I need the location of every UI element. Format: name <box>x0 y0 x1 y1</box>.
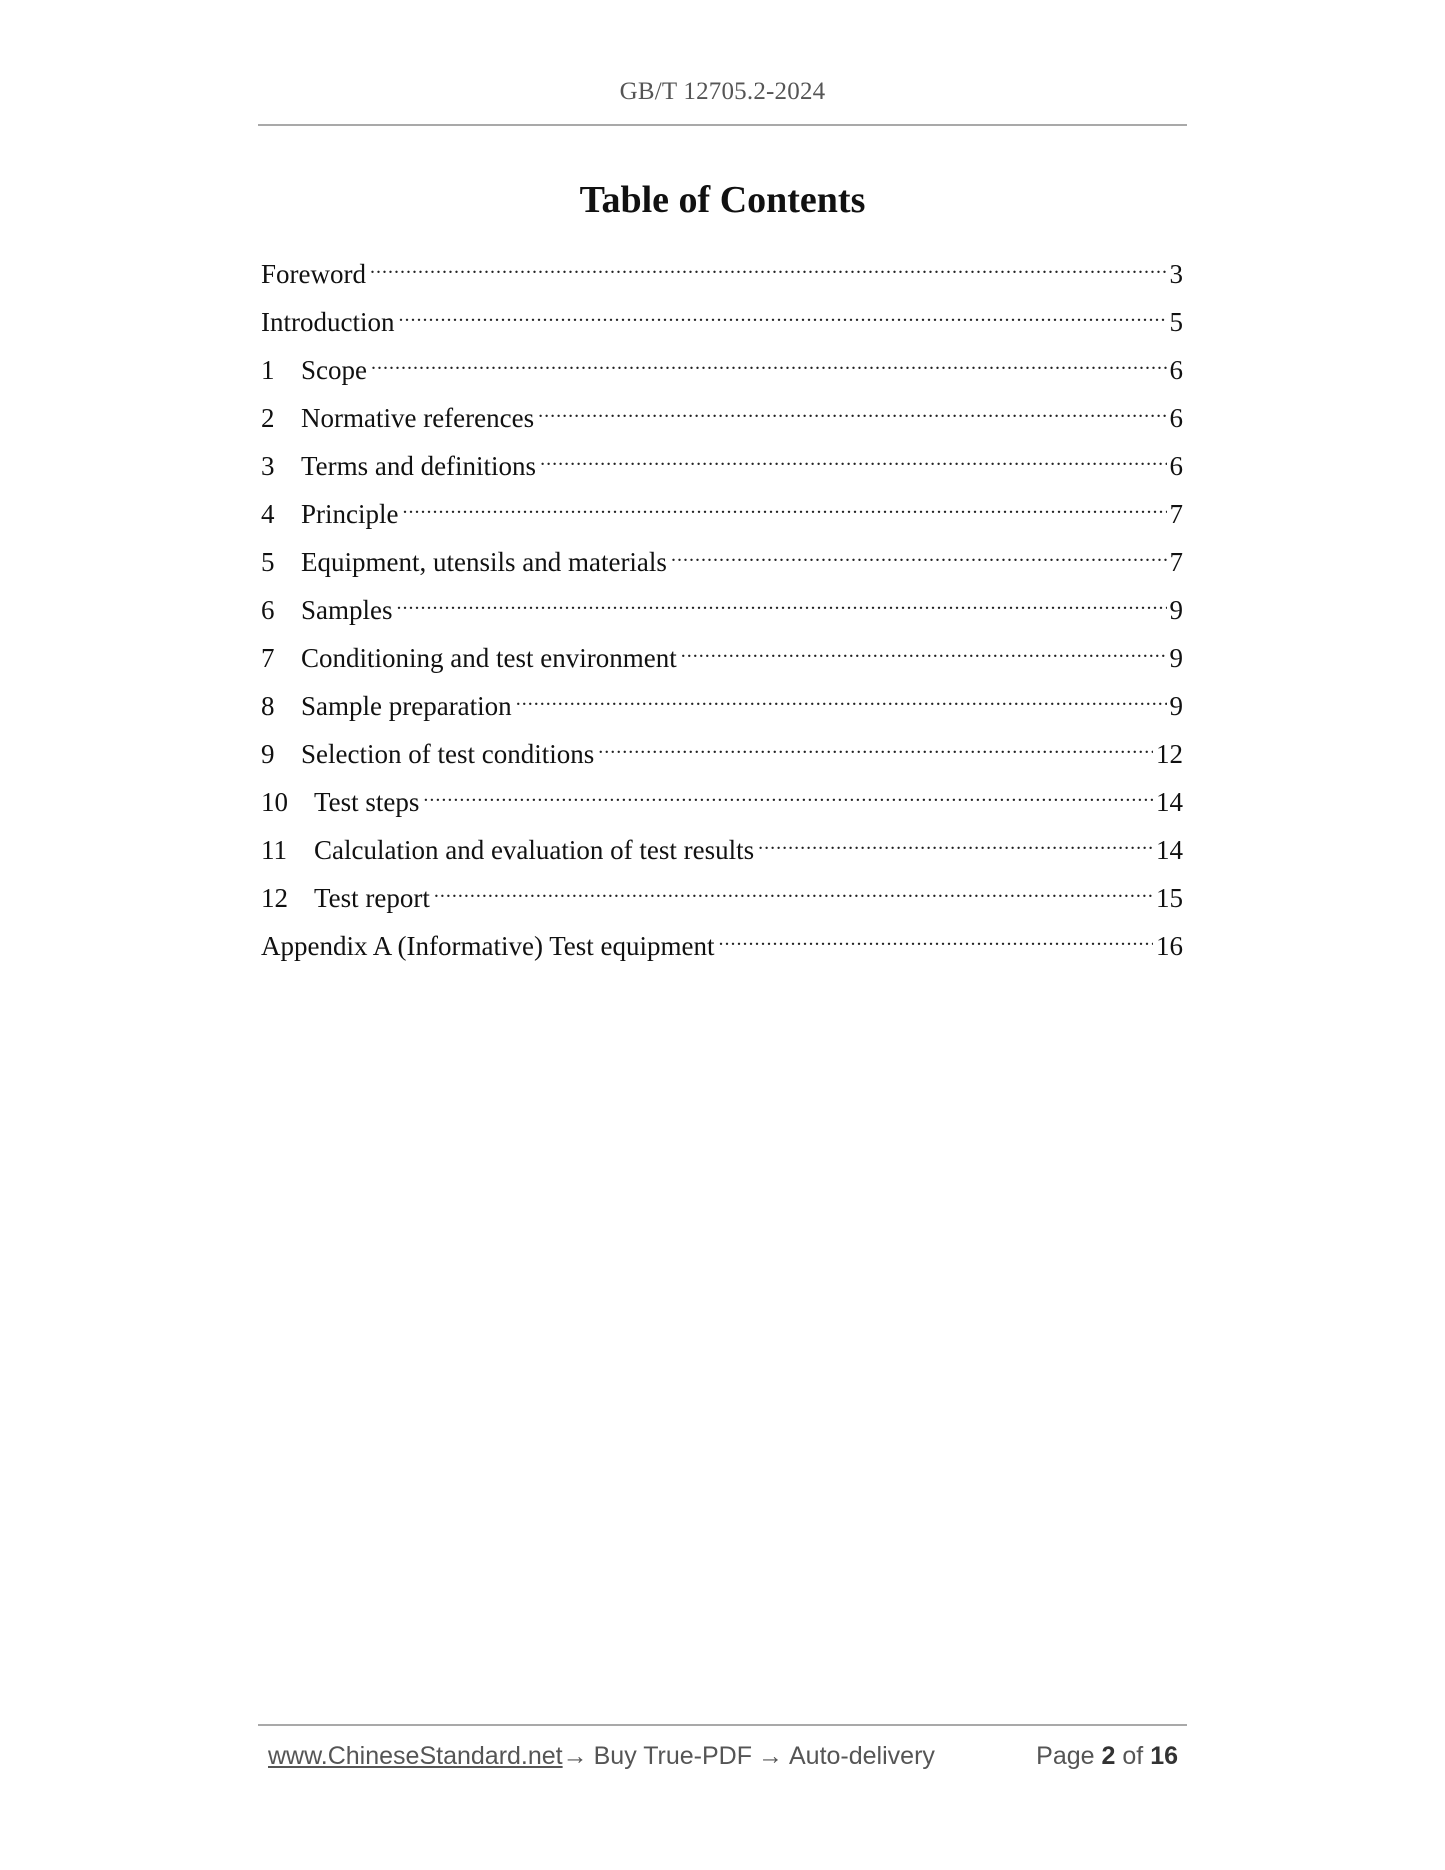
toc-entry[interactable] <box>261 341 1183 389</box>
toc-dot-leader <box>598 725 1153 763</box>
toc-dot-leader <box>423 773 1153 811</box>
page-word: Page <box>1036 1742 1095 1770</box>
toc-entry-page-number: 14 <box>1156 835 1183 865</box>
toc-entry[interactable] <box>261 629 1183 677</box>
toc-entry-page-number: 7 <box>1169 547 1183 577</box>
toc-entry-number: 1 <box>261 355 275 385</box>
footer-divider <box>258 1724 1187 1726</box>
toc-entry[interactable] <box>261 773 1183 821</box>
toc-dot-leader <box>398 293 1166 331</box>
toc-entry[interactable] <box>261 389 1183 437</box>
toc-entry-page-number: 3 <box>1169 259 1183 289</box>
toc-entry[interactable] <box>261 485 1183 533</box>
toc-entry[interactable] <box>261 869 1183 917</box>
toc-entry[interactable] <box>261 581 1183 629</box>
toc-entry-label: Appendix A (Informative) Test equipment <box>261 931 715 961</box>
website-link[interactable]: www.ChineseStandard.net <box>268 1742 563 1770</box>
toc-entry-label: Normative references <box>301 403 535 433</box>
toc-entry[interactable] <box>261 293 1183 341</box>
toc-entry-number: 3 <box>261 451 275 481</box>
arrow-right-icon: → <box>758 1742 783 1770</box>
toc-list <box>261 245 1183 965</box>
buy-true-pdf-text: Buy True-PDF <box>593 1742 752 1770</box>
toc-entry-label: Introduction <box>261 307 395 337</box>
toc-entry-page-number: 12 <box>1156 739 1183 769</box>
toc-entry-page-number: 6 <box>1169 355 1183 385</box>
toc-entry-number: 5 <box>261 547 275 577</box>
toc-entry-number: 8 <box>261 691 275 721</box>
page-indicator <box>1036 1742 1178 1771</box>
toc-entry[interactable] <box>261 677 1183 725</box>
toc-dot-leader <box>370 245 1167 283</box>
toc-entry-label: Conditioning and test environment <box>301 643 677 673</box>
toc-dot-leader <box>371 341 1167 379</box>
page-footer <box>268 1742 1178 1771</box>
toc-entry-label: Foreword <box>261 259 366 289</box>
toc-entry-page-number: 14 <box>1156 787 1183 817</box>
toc-dot-leader <box>758 821 1153 859</box>
toc-entry-number: 6 <box>261 595 275 625</box>
toc-entry-page-number: 15 <box>1156 883 1183 913</box>
toc-entry-page-number: 9 <box>1169 691 1183 721</box>
toc-dot-leader <box>538 389 1166 427</box>
toc-entry-page-number: 6 <box>1169 451 1183 481</box>
toc-entry-label: Test report <box>314 883 430 913</box>
toc-entry-number: 9 <box>261 739 275 769</box>
toc-entry-number: 11 <box>261 835 287 865</box>
toc-entry-label: Sample preparation <box>301 691 512 721</box>
toc-entry-label: Samples <box>301 595 393 625</box>
toc-entry[interactable] <box>261 821 1183 869</box>
toc-entry-page-number: 16 <box>1156 931 1183 961</box>
page-of-word: of <box>1122 1742 1144 1770</box>
toc-entry[interactable] <box>261 725 1183 773</box>
toc-entry-page-number: 9 <box>1169 595 1183 625</box>
toc-entry-label: Calculation and evaluation of test results <box>314 835 755 865</box>
toc-dot-leader <box>397 581 1167 619</box>
toc-entry-page-number: 6 <box>1169 403 1183 433</box>
toc-entry-label: Scope <box>301 355 367 385</box>
toc-dot-leader <box>671 533 1167 571</box>
toc-entry-page-number: 9 <box>1169 643 1183 673</box>
page-total: 16 <box>1150 1742 1178 1770</box>
toc-dot-leader <box>434 869 1153 907</box>
toc-entry[interactable] <box>261 437 1183 485</box>
toc-entry-label: Equipment, utensils and materials <box>301 547 667 577</box>
toc-title: Table of Contents <box>579 179 866 221</box>
arrow-right-icon: → <box>562 1742 588 1770</box>
toc-dot-leader <box>719 917 1153 955</box>
toc-entry-label: Selection of test conditions <box>301 739 595 769</box>
toc-entry-label: Test steps <box>314 787 420 817</box>
auto-delivery-text: Auto-delivery <box>789 1742 935 1770</box>
toc-entry-number: 4 <box>261 499 275 529</box>
toc-entry-number: 2 <box>261 403 275 433</box>
toc-dot-leader <box>681 629 1167 667</box>
page-current: 2 <box>1101 1742 1116 1770</box>
toc-dot-leader <box>402 485 1166 523</box>
toc-entry-page-number: 7 <box>1169 499 1183 529</box>
document-code-header: GB/T 12705.2-2024 <box>619 78 826 105</box>
header-divider <box>258 124 1187 126</box>
toc-entry-number: 12 <box>261 883 288 913</box>
toc-entry[interactable] <box>261 245 1183 293</box>
toc-entry-label: Terms and definitions <box>301 451 537 481</box>
toc-dot-leader <box>540 437 1166 475</box>
toc-dot-leader <box>516 677 1167 715</box>
toc-entry-page-number: 5 <box>1169 307 1183 337</box>
toc-entry[interactable] <box>261 917 1183 965</box>
toc-entry[interactable] <box>261 533 1183 581</box>
toc-entry-label: Principle <box>301 499 399 529</box>
toc-entry-number: 7 <box>261 643 275 673</box>
toc-entry-number: 10 <box>261 787 288 817</box>
